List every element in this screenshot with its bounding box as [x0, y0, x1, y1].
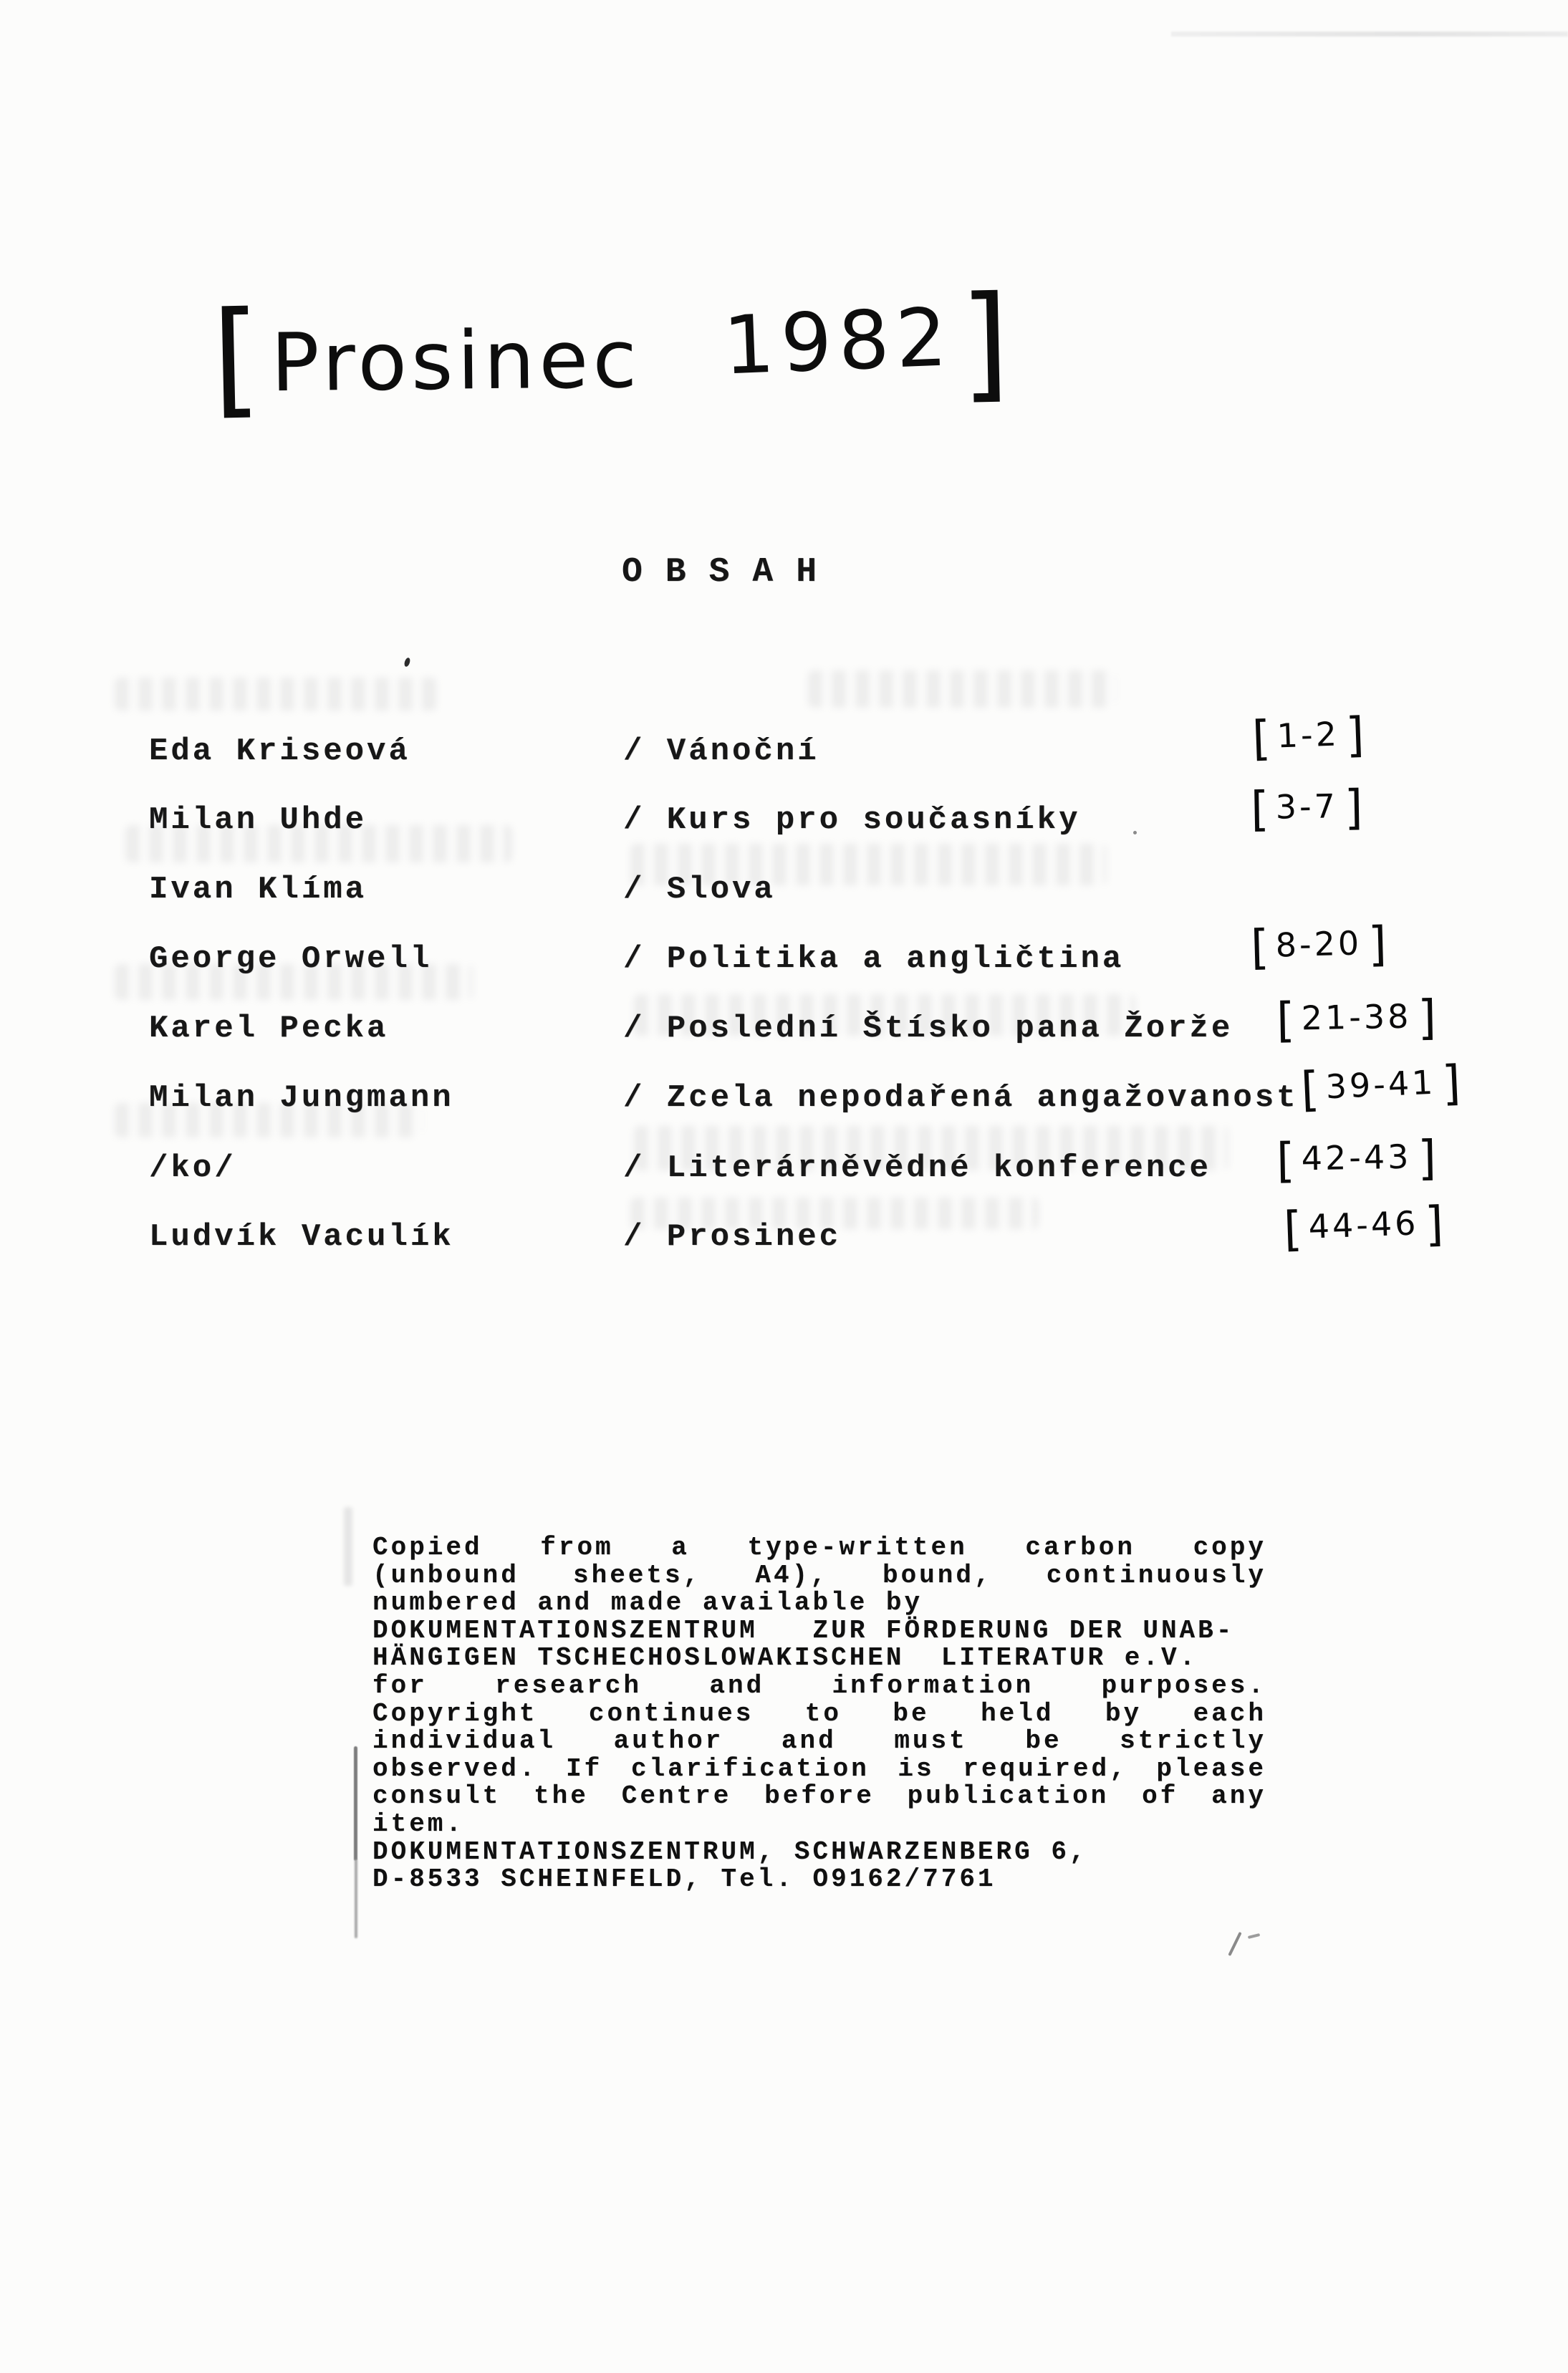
bracket-open: [: [1250, 781, 1270, 837]
bracket-close: ]: [1440, 1055, 1462, 1112]
bracket-close: ]: [1344, 779, 1364, 836]
margin-line: [344, 1507, 352, 1586]
margin-line: [355, 1859, 357, 1938]
bracket-close: ]: [1417, 990, 1437, 1046]
notice-line: DOKUMENTATIONSZENTRUM ZUR FÖRDERUNG DER UNAB-: [372, 1615, 1235, 1645]
bracket-close: ]: [1367, 916, 1387, 973]
notice-line: for research and information purposes.: [372, 1670, 1266, 1700]
toc-title: / Slova: [623, 872, 776, 908]
notice-line: Copied from a type-written carbon copy: [372, 1533, 1266, 1562]
toc-title: / Poslední Štísko pana Žorže: [623, 1011, 1233, 1046]
archive-notice: [372, 1534, 1266, 1894]
notice-line: observed. If clarification is required, please: [372, 1753, 1266, 1784]
notice-line: item.: [372, 1809, 465, 1839]
toc-author: Ivan Klíma: [149, 872, 367, 908]
bracket-close: ]: [1417, 1130, 1437, 1186]
page-range: [ 8-20 ]: [1250, 916, 1387, 976]
title-year: 1982: [721, 290, 956, 393]
page-range: [ 3-7 ]: [1250, 779, 1364, 837]
page-range: [ 39-41 ]: [1299, 1055, 1462, 1117]
page-range: [ 21-38 ]: [1276, 990, 1437, 1048]
toc-author: Milan Jungmann: [149, 1080, 454, 1116]
toc-author: /ko/: [149, 1150, 236, 1186]
scribble-stroke: [1248, 1933, 1260, 1939]
toc-title: / Kurs pro současníky: [623, 802, 1081, 838]
notice-line: Copyright continues to be held by each: [372, 1698, 1266, 1728]
bracket-open: [: [1299, 1061, 1321, 1117]
ink-speck: [1133, 831, 1137, 834]
handwritten-title: [210, 269, 1011, 432]
title-open-bracket: [: [210, 285, 263, 432]
toc-author: Ludvík Vaculík: [149, 1219, 454, 1255]
toc-title: / Zcela nepodařená angažovanost: [623, 1080, 1299, 1116]
toc-title: / Vánoční: [623, 733, 819, 769]
toc-title: / Prosinec: [623, 1219, 842, 1255]
bracket-open: [: [1276, 1132, 1296, 1188]
scan-smudge: [115, 678, 437, 711]
bracket-open: [: [1276, 992, 1296, 1048]
page-range: [ 1-2 ]: [1251, 707, 1365, 766]
notice-line: D-8533 SCHEINFELD, Tel. O9162/7761: [372, 1864, 996, 1895]
toc-title: / Politika a angličtina: [623, 941, 1125, 977]
notice-line: individual author and must be strictly: [372, 1726, 1266, 1756]
scribble-stroke: [1228, 1932, 1241, 1956]
notice-line: numbered and made available by: [372, 1588, 923, 1618]
scan-smudge: [808, 670, 1116, 708]
bracket-open: [: [1251, 710, 1272, 766]
page-range: [ 42-43 ]: [1276, 1130, 1437, 1188]
notice-line: consult the Centre before publication of any: [372, 1781, 1266, 1811]
notice-line: DOKUMENTATIONSZENTRUM, SCHWARZENBERG 6,: [372, 1837, 1088, 1867]
title-word: Prosinec: [270, 312, 642, 410]
bracket-close: ]: [1345, 707, 1365, 764]
notice-line: HÄNGIGEN TSCHECHOSLOWAKISCHEN LITERATUR e.V.: [372, 1643, 1198, 1673]
margin-line: [354, 1746, 357, 1861]
contents-heading: O B S A H: [622, 553, 818, 592]
notice-line: (unbound sheets, A4), bound, continuously: [372, 1560, 1266, 1590]
bracket-open: [: [1282, 1201, 1304, 1257]
scan-artifact-line: [1171, 32, 1568, 37]
toc-author: Milan Uhde: [149, 802, 367, 838]
toc-author: Karel Pecka: [149, 1011, 389, 1046]
toc-author: Eda Kriseová: [149, 733, 410, 769]
toc-author: George Orwell: [149, 941, 433, 977]
page-range: [ 44-46 ]: [1282, 1196, 1445, 1257]
corner-scribble: [1229, 1928, 1265, 1960]
bracket-close: ]: [1424, 1196, 1445, 1252]
bracket-open: [: [1250, 919, 1270, 976]
toc-title: / Literárněvědné konference: [623, 1150, 1211, 1186]
ink-speck: [403, 657, 411, 668]
title-close-bracket: ]: [958, 269, 1011, 416]
